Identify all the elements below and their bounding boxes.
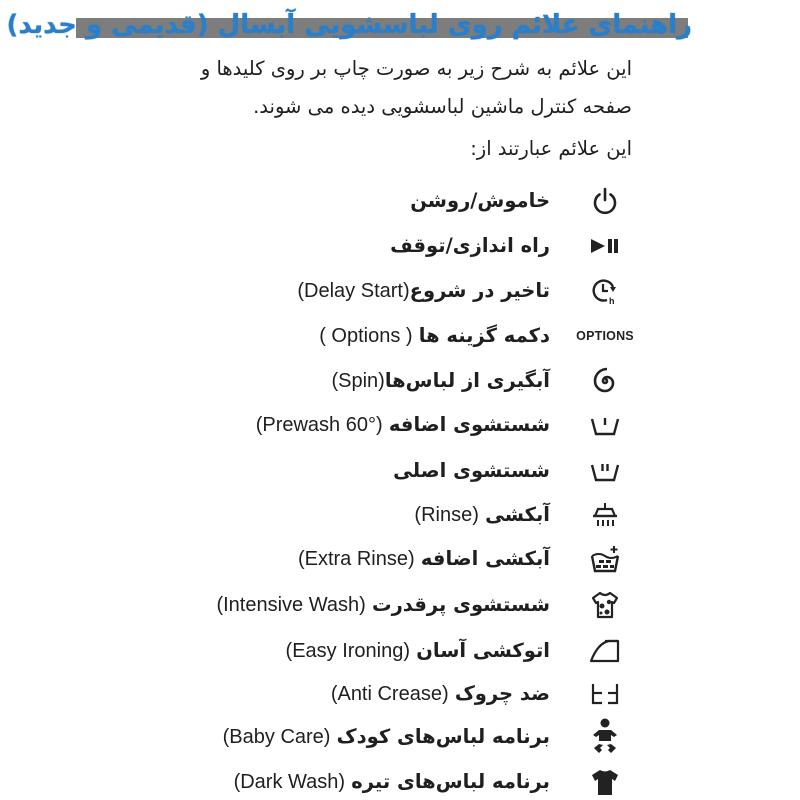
- intro-line-2: صفحه کنترل ماشین لباسشویی دیده می شوند.: [253, 95, 632, 118]
- intro-paragraph: [72, 50, 632, 168]
- symbol-label: ضد چروک (Anti Crease): [330, 682, 550, 705]
- symbol-label: شستشوی پرقدرت (Intensive Wash): [216, 593, 550, 616]
- svg-text:h: h: [609, 296, 615, 306]
- rinse-shower-icon: [583, 498, 627, 532]
- symbol-row-rinse: [0, 494, 800, 534]
- symbol-label: برنامه لباس‌های کودک (Baby Care): [222, 725, 550, 748]
- symbol-row-intensive-wash: [0, 584, 800, 624]
- symbol-label: خاموش/روشن: [410, 189, 550, 212]
- intro-line-1: این علائم به شرح زیر به صورت چاپ بر روی کلیدها و: [200, 57, 632, 80]
- dark-wash-tshirt-icon: [583, 765, 627, 799]
- symbol-row-main-wash: [0, 450, 800, 490]
- symbol-label: آبکشی اضافه (Extra Rinse): [297, 547, 550, 570]
- power-icon: [583, 184, 627, 218]
- symbol-row-delay-start: [0, 270, 800, 310]
- symbol-row-extra-rinse: [0, 538, 800, 578]
- symbol-label: دکمه گزینه ها ( Options ): [319, 324, 550, 347]
- symbol-label: شستشوی اصلی: [393, 459, 550, 482]
- symbol-row-anti-crease: [0, 673, 800, 713]
- extra-rinse-tub-icon: [583, 542, 627, 576]
- anti-crease-icon: [583, 677, 627, 711]
- page-title-text: راهنمای علائم روی لباسشویی آبسال (قدیمی و جدید): [6, 10, 692, 40]
- symbol-label: تاخیر در شروع(Delay Start): [297, 279, 550, 302]
- intro-line-3: این علائم عبارتند از:: [470, 137, 632, 160]
- symbol-label: شستشوی اضافه (Prewash 60°): [255, 413, 550, 436]
- spin-spiral-icon: [583, 364, 627, 398]
- page-title: [6, 6, 692, 46]
- prewash-tub-icon: [583, 408, 627, 442]
- baby-care-icon: [583, 716, 627, 758]
- intensive-wash-shirt-icon: [583, 588, 627, 622]
- symbol-row-power: [0, 180, 800, 220]
- symbol-row-start-pause: [0, 225, 800, 265]
- symbol-row-prewash: [0, 404, 800, 444]
- easy-ironing-iron-icon: [583, 634, 627, 668]
- symbol-row-baby-care: [0, 716, 800, 756]
- play-pause-icon: [583, 229, 627, 263]
- delay-start-clock-icon: [583, 274, 627, 308]
- symbol-label: آبگیری از لباس‌ها(Spin): [331, 369, 550, 392]
- symbol-row-dark-wash: [0, 761, 800, 800]
- symbol-label: اتوکشی آسان (Easy Ironing): [285, 639, 550, 662]
- options-text-icon: OPTIONS: [576, 329, 634, 343]
- symbol-row-easy-ironing: [0, 630, 800, 670]
- symbol-label: راه اندازی/توقف: [390, 234, 550, 257]
- symbol-label: برنامه لباس‌های تیره (Dark Wash): [233, 770, 550, 793]
- symbol-label: آبکشی (Rinse): [414, 503, 550, 526]
- main-wash-tub-icon: [583, 454, 627, 488]
- symbol-row-spin: [0, 360, 800, 400]
- symbol-row-options: [0, 315, 800, 355]
